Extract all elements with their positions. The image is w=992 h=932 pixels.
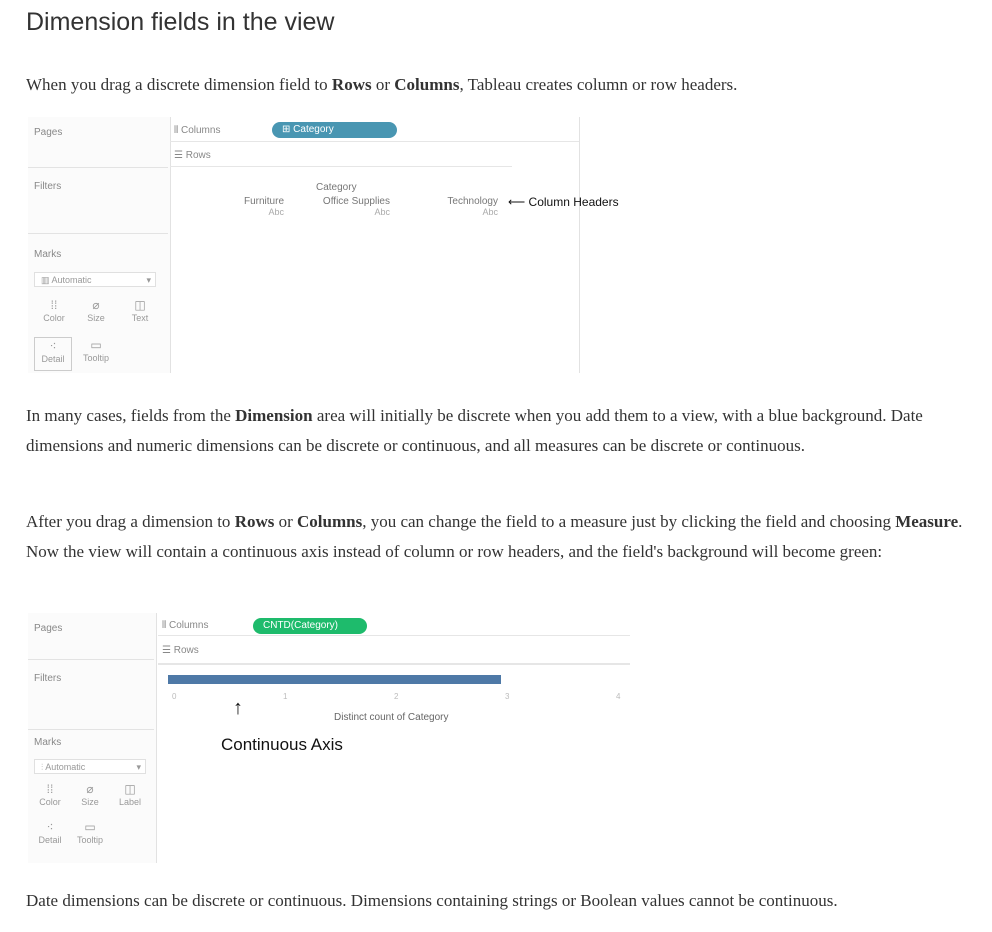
axis-tick-label: 4	[616, 692, 621, 701]
text-card[interactable]	[122, 297, 158, 323]
tooltip-card[interactable]	[78, 337, 114, 363]
text-run: , you can change the field to a measure just by clicking the field and choosing	[362, 512, 896, 531]
columns-label: Columns	[168, 620, 209, 631]
columns-icon: ⫴	[174, 125, 181, 136]
filters-label: Filters	[34, 181, 62, 192]
bold-columns: Columns	[297, 512, 363, 531]
filters-card	[28, 663, 154, 730]
color-label: Color	[43, 313, 65, 323]
filters-card	[28, 169, 168, 234]
header-label: Furniture	[243, 196, 284, 207]
rows-shelf-label	[162, 645, 199, 656]
size-icon: ⌀	[92, 298, 100, 312]
text-icon: ◫	[134, 298, 146, 312]
filters-label: Filters	[34, 673, 62, 684]
columns-icon: ⫴	[162, 620, 169, 631]
text-run: After you drag a dimension to	[26, 512, 235, 531]
pages-label: Pages	[34, 127, 63, 138]
bold-dimension: Dimension	[235, 406, 313, 425]
rows-icon: ☰	[174, 150, 186, 161]
color-card[interactable]	[36, 297, 72, 323]
column-headers-annotation	[508, 195, 619, 209]
marks-card	[28, 731, 154, 861]
color-icon: ⁞⁞	[46, 782, 54, 796]
header-label: Office Supplies	[322, 196, 390, 207]
category-pill[interactable]	[272, 122, 397, 138]
bold-columns: Columns	[394, 75, 460, 94]
shelf-sidebar	[28, 117, 171, 373]
mark-type-value: Automatic	[51, 275, 92, 285]
category-pill-label: Category	[293, 124, 334, 135]
label-card[interactable]	[112, 781, 148, 807]
continuous-axis-chart	[160, 671, 630, 729]
columns-label: Columns	[180, 125, 221, 136]
tooltip-icon: ▭	[90, 338, 102, 352]
rows-shelf[interactable]	[158, 637, 630, 665]
text-run: area will initially be discrete when you add them to a view, with a blue background. Date dimensions and numeric dimensions can be discrete or continuous, and all measures can be discrete or continuous.	[26, 406, 923, 455]
detail-label: Detail	[38, 835, 62, 845]
tooltip-card[interactable]	[72, 819, 108, 845]
pill-icon: ⊞	[282, 124, 294, 135]
continuous-axis-annotation: Continuous Axis	[221, 735, 343, 754]
screenshot-column-headers	[28, 117, 582, 373]
text-run: In many cases, fields from the	[26, 406, 236, 425]
view-border	[579, 117, 580, 373]
axis-tick-label: 0	[172, 692, 177, 701]
color-label: Color	[39, 797, 61, 807]
paragraph-date-dimensions: Date dimensions can be discrete or continuous. Dimensions containing strings or Boolean values cannot be continuous.	[26, 891, 838, 910]
paragraph-discrete	[26, 401, 986, 461]
rows-label: Rows	[173, 645, 199, 656]
axis-tick-label: 2	[394, 692, 399, 701]
rows-icon: ☰	[162, 645, 174, 656]
size-label: Size	[87, 313, 105, 323]
tooltip-icon: ▭	[84, 820, 96, 834]
mark-type-dropdown[interactable]	[34, 759, 146, 774]
axis-tick-label: 1	[283, 692, 288, 701]
page-title: Dimension fields in the view	[26, 8, 335, 36]
text-run: , Tableau creates column or row headers.	[459, 75, 738, 94]
header-label: Technology	[447, 196, 498, 207]
tooltip-label: Tooltip	[82, 353, 109, 363]
detail-card[interactable]	[34, 337, 72, 371]
arrow-left-icon: ⟵	[508, 195, 526, 209]
columns-shelf-label	[162, 620, 208, 631]
color-icon: ⁞⁞	[50, 298, 58, 312]
columns-shelf[interactable]	[170, 117, 580, 142]
chevron-down-icon: ▾	[146, 275, 151, 285]
abc-placeholder: Abc	[268, 207, 284, 217]
tooltip-label: Tooltip	[76, 835, 103, 845]
rows-shelf-label	[174, 150, 211, 161]
text-run: or	[274, 512, 298, 531]
text-run: or	[371, 75, 395, 94]
pages-card	[28, 613, 154, 660]
detail-card[interactable]	[32, 819, 68, 845]
column-header-furniture[interactable]	[234, 196, 284, 217]
axis-tick-label: 3	[505, 692, 510, 701]
column-header-technology[interactable]	[438, 196, 498, 217]
shelf-sidebar	[28, 613, 157, 863]
axis-title: Distinct count of Category	[334, 712, 449, 723]
size-card[interactable]	[72, 781, 108, 807]
paragraph-intro	[26, 70, 986, 100]
columns-shelf-label	[174, 125, 220, 136]
marks-label: Marks	[34, 737, 62, 748]
pages-card	[28, 117, 168, 168]
annotation-text: Column Headers	[528, 195, 619, 209]
pages-label: Pages	[34, 623, 63, 634]
bold-measure: Measure	[895, 512, 959, 531]
text-run: . Now the view will contain a continuous axis instead of column or row headers, and the field's background will become green:	[26, 512, 963, 561]
rows-label: Rows	[185, 150, 211, 161]
column-header-office-supplies[interactable]	[312, 196, 390, 217]
mark-type-value: Automatic	[45, 762, 86, 772]
columns-shelf[interactable]	[158, 613, 630, 636]
header-group-label: Category	[316, 182, 357, 193]
chevron-down-icon: ▾	[136, 762, 141, 772]
size-label: Size	[81, 797, 99, 807]
detail-label: Detail	[41, 354, 65, 364]
bold-rows: Rows	[234, 512, 275, 531]
marks-label: Marks	[34, 249, 62, 260]
cntd-bar[interactable]	[168, 675, 501, 684]
color-card[interactable]	[32, 781, 68, 807]
label-label: Label	[118, 797, 142, 807]
text-label: Text	[131, 313, 149, 323]
detail-icon: ⁖	[49, 339, 57, 353]
size-icon: ⌀	[86, 782, 94, 796]
abc-placeholder: Abc	[374, 207, 390, 217]
label-icon: ◫	[124, 782, 136, 796]
automatic-icon: ▥	[41, 275, 52, 285]
marks-card	[28, 241, 168, 373]
automatic-icon: ⫶	[41, 762, 46, 772]
paragraph-measure	[26, 507, 986, 567]
abc-placeholder: Abc	[482, 207, 498, 217]
detail-icon: ⁖	[46, 820, 54, 834]
mark-type-dropdown[interactable]	[34, 272, 156, 287]
cntd-category-pill[interactable]	[253, 618, 367, 634]
size-card[interactable]	[78, 297, 114, 323]
text-run: When you drag a discrete dimension field to	[26, 75, 332, 94]
bold-rows: Rows	[331, 75, 372, 94]
rows-shelf[interactable]	[170, 142, 512, 167]
cntd-category-pill-label: CNTD(Category)	[263, 620, 339, 631]
arrow-up-icon: ↑	[233, 697, 243, 719]
